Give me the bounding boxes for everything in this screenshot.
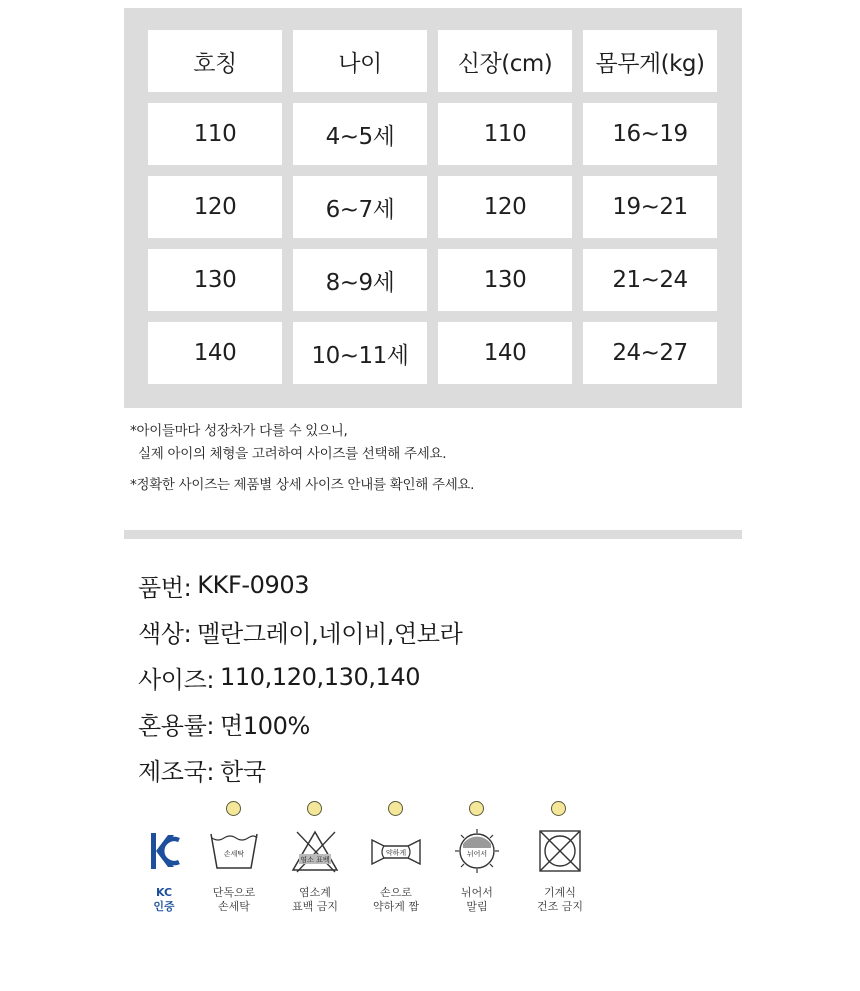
selected-dot-icon (307, 801, 322, 816)
table-cell: 19~21 (583, 176, 717, 238)
selected-dot-icon (226, 801, 241, 816)
kc-mark-icon (138, 828, 190, 874)
table-cell: 8~9세 (293, 249, 427, 311)
spec-label: 사이즈: (138, 665, 215, 694)
care-label-hand-wash: 단독으로 손세탁 (212, 886, 256, 913)
table-cell: 10~11세 (293, 322, 427, 384)
spec-label: 혼용률: (138, 711, 215, 740)
table-cell: 24~27 (583, 322, 717, 384)
table-cell: 130 (148, 249, 282, 311)
table-row (148, 249, 717, 311)
table-row (148, 103, 717, 165)
table-cell: 110 (148, 103, 282, 165)
spec-material (138, 700, 462, 746)
spec-origin (138, 746, 462, 792)
hand-wring-icon (370, 828, 422, 874)
note-growth: *아이들마다 성장차가 다를 수 있으니, (130, 423, 348, 439)
spec-value: 멜란그레이,네이비,연보라 (197, 619, 463, 648)
table-cell: 6~7세 (293, 176, 427, 238)
selected-dot-icon (469, 801, 484, 816)
table-cell: 21~24 (583, 249, 717, 311)
hand-wring-tag: 약하게 (385, 849, 407, 857)
spec-item-number (138, 562, 462, 608)
size-table (148, 30, 717, 395)
table-cell: 4~5세 (293, 103, 427, 165)
spec-sizes (138, 654, 462, 700)
care-label-wring: 손으로 약하게 짬 (372, 886, 419, 913)
header-cell: 몸무게(kg) (583, 30, 717, 92)
table-cell: 120 (148, 176, 282, 238)
dry-flat-icon (451, 828, 503, 874)
dry-flat-tag: 뉘어서 (466, 850, 488, 858)
header-cell: 나이 (293, 30, 427, 92)
spec-value: 110,120,130,140 (220, 663, 421, 691)
table-row (148, 176, 717, 238)
table-cell: 120 (438, 176, 572, 238)
note-exact-size: *정확한 사이즈는 제품별 상세 사이즈 안내를 확인해 주세요. (130, 477, 475, 493)
size-table-header-row (148, 30, 717, 92)
spec-value: 면100% (220, 711, 310, 740)
selected-dot-icon (388, 801, 403, 816)
table-cell: 140 (438, 322, 572, 384)
no-bleach-tag: 염소 표백 (300, 856, 330, 864)
no-bleach-icon (289, 828, 341, 874)
table-cell: 140 (148, 322, 282, 384)
header-cell: 신장(cm) (438, 30, 572, 92)
table-cell: 16~19 (583, 103, 717, 165)
product-specs (138, 562, 462, 792)
care-label-no-machine-dry: 기계식 건조 금지 (536, 886, 583, 913)
spec-label: 품번: (138, 573, 192, 602)
table-cell: 110 (438, 103, 572, 165)
spec-value: KKF-0903 (197, 571, 310, 599)
section-divider (124, 530, 742, 539)
no-machine-dry-icon (534, 828, 586, 874)
wash-tub-icon (208, 828, 260, 874)
spec-label: 제조국: (138, 757, 215, 786)
spec-label: 색상: (138, 619, 192, 648)
table-row (148, 322, 717, 384)
size-notes (130, 420, 474, 497)
selected-dot-icon (551, 801, 566, 816)
header-cell: 호칭 (148, 30, 282, 92)
spec-colors (138, 608, 462, 654)
note-body-type: 실제 아이의 체형을 고려하여 사이즈를 선택해 주세요. (138, 446, 447, 462)
care-label-no-bleach: 염소계 표백 금지 (291, 886, 338, 913)
size-table-panel (124, 8, 742, 408)
care-label-kc: KC 인증 (153, 886, 175, 913)
spec-value: 한국 (220, 757, 266, 786)
care-label-dry-flat: 뉘어서 말림 (461, 886, 493, 913)
wash-tub-tag: 손세탁 (223, 850, 245, 858)
table-cell: 130 (438, 249, 572, 311)
care-instructions (138, 798, 608, 928)
